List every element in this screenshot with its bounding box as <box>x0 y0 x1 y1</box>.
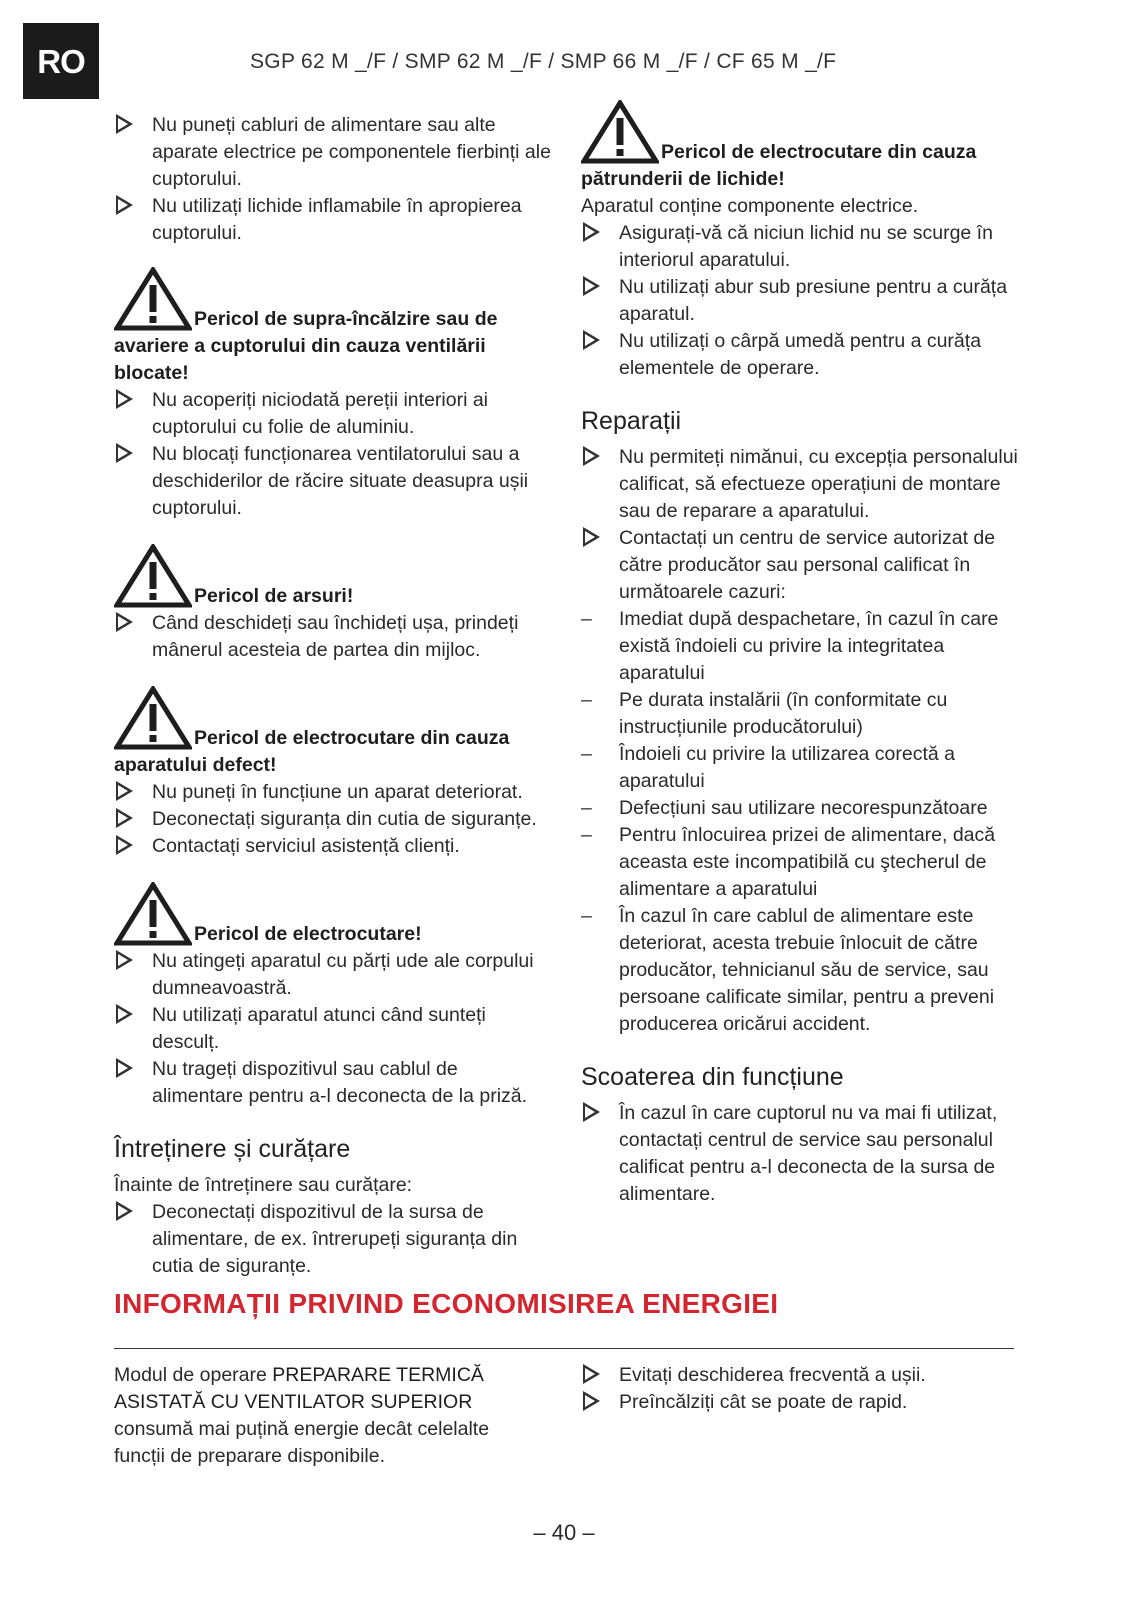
warning-title: Pericol de supra-încălzire sau de avariere a cuptorului din cauza ventilării blocate! <box>114 308 498 384</box>
warning-title: Pericol de arsuri! <box>194 585 354 607</box>
energy-section-title: INFORMAȚII PRIVIND ECONOMISIREA ENERGIEI <box>114 1288 779 1319</box>
dash-item: – Îndoieli cu privire la utilizarea corectă a aparatului <box>581 741 1021 795</box>
right-column <box>581 100 1021 1208</box>
list-item: Nu blocați funcționarea ventilatorului sau a deschiderilor de răcire situate deasupra ușii cuptorului. <box>114 441 554 522</box>
warning-triangle-icon <box>114 267 192 331</box>
page-number: – 40 – <box>533 1520 595 1545</box>
language-badge: RO <box>23 23 99 99</box>
dash-item: – În cazul în care cablul de alimentare este deteriorat, acesta trebuie înlocuit de către producător, tehnicianul său de service, sau persoane calificate similar, pentru a preveni producerea oricărui accident. <box>581 903 1021 1038</box>
liquid-intro: Aparatul conține componente electrice. <box>581 195 919 217</box>
warning-defect <box>114 686 554 860</box>
divider <box>114 1348 1014 1349</box>
dash-item: – Pentru înlocuirea prizei de alimentare, dacă aceasta este incompatibilă cu ştecherul de alimentare a aparatului <box>581 822 1021 903</box>
warning-triangle-icon <box>114 882 192 946</box>
intro-list <box>114 112 554 247</box>
warning-burns <box>114 544 554 664</box>
section-heading-repairs: Reparații <box>581 407 682 435</box>
mode-name: PREPARARE TERMICĂ ASISTATĂ CU VENTILATOR SUPERIOR <box>114 1364 484 1413</box>
model-list: SGP 62 M _/F / SMP 62 M _/F / SMP 66 M _/F / CF 65 M _/F <box>250 50 837 73</box>
list-item: Nu puneți cabluri de alimentare sau alte aparate electrice pe componentele fierbinți ale cuptorului. <box>114 112 554 193</box>
energy-tips <box>581 1362 1021 1416</box>
warning-title: Pericol de electrocutare! <box>194 923 422 945</box>
warning-triangle-icon <box>581 100 659 164</box>
list-item: Nu utilizați o cârpă umedă pentru a curăța elementele de operare. <box>581 328 1021 382</box>
list-item: Preîncălziți cât se poate de rapid. <box>581 1389 1021 1416</box>
list-item: Contactați un centru de service autorizat de către producător sau personal calificat în următoarele cazuri: <box>581 525 1021 606</box>
warning-triangle-icon <box>114 544 192 608</box>
energy-text: Modul de operare PREPARARE TERMICĂ ASISTATĂ CU VENTILATOR SUPERIOR consumă mai puțină energie decât celelalte funcții de preparare disponibile. <box>114 1364 490 1467</box>
list-item: Nu utilizați lichide inflamabile în apropierea cuptorului. <box>114 193 554 247</box>
dash-item: – Defecțiuni sau utilizare necorespunzătoare <box>581 795 1021 822</box>
list-item: Nu acoperiți niciodată pereții interiori ai cuptorului cu folie de aluminiu. <box>114 387 554 441</box>
list-item: Nu utilizați aparatul atunci când sunteți desculț. <box>114 1002 554 1056</box>
warning-title: Pericol de electrocutare din cauza pătrunderii de lichide! <box>581 141 977 190</box>
warning-liquid <box>581 100 1021 382</box>
list-item: Nu puneți în funcțiune un aparat deteriorat. <box>114 779 554 806</box>
dash-item: – Pe durata instalării (în conformitate cu instrucțiunile producătorului) <box>581 687 1021 741</box>
list-item: Nu utilizați abur sub presiune pentru a curăța aparatul. <box>581 274 1021 328</box>
list-item: Deconectați siguranța din cutia de siguranțe. <box>114 806 554 833</box>
section-heading-maintenance: Întreținere și curățare <box>114 1135 351 1163</box>
list-item: Deconectați dispozitivul de la sursa de alimentare, de ex. întrerupeți siguranța din cutia de siguranțe. <box>114 1199 554 1280</box>
list-item: Când deschideți sau închideți ușa, prindeți mânerul acesteia de partea din mijloc. <box>114 610 554 664</box>
list-item: Nu permiteți nimănui, cu excepția personalului calificat, să efectueze operațiuni de montare sau de reparare a aparatului. <box>581 444 1021 525</box>
list-item: Nu atingeți aparatul cu părți ude ale corpului dumneavoastră. <box>114 948 554 1002</box>
warning-title: Pericol de electrocutare din cauza aparatului defect! <box>114 727 510 776</box>
dash-item: – Imediat după despachetare, în cazul în care există îndoieli cu privire la integritatea aparatului <box>581 606 1021 687</box>
list-item: Evitați deschiderea frecventă a ușii. <box>581 1362 1021 1389</box>
maintenance-intro: Înainte de întreținere sau curățare: <box>114 1174 413 1196</box>
section-heading-decommission: Scoaterea din funcțiune <box>581 1063 844 1091</box>
list-item: Contactați serviciul asistență clienți. <box>114 833 554 860</box>
list-item: În cazul în care cuptorul nu va mai fi utilizat, contactați centrul de service sau personalul calificat pentru a-l deconecta de la sursa de alimentare. <box>581 1100 1021 1208</box>
warning-overheat <box>114 267 554 522</box>
warning-shock <box>114 882 554 1110</box>
warning-triangle-icon <box>114 686 192 750</box>
list-item: Nu trageți dispozitivul sau cablul de alimentare pentru a-l deconecta de la priză. <box>114 1056 554 1110</box>
list-item: Asigurați-vă că niciun lichid nu se scurge în interiorul aparatului. <box>581 220 1021 274</box>
left-column <box>114 112 554 1280</box>
